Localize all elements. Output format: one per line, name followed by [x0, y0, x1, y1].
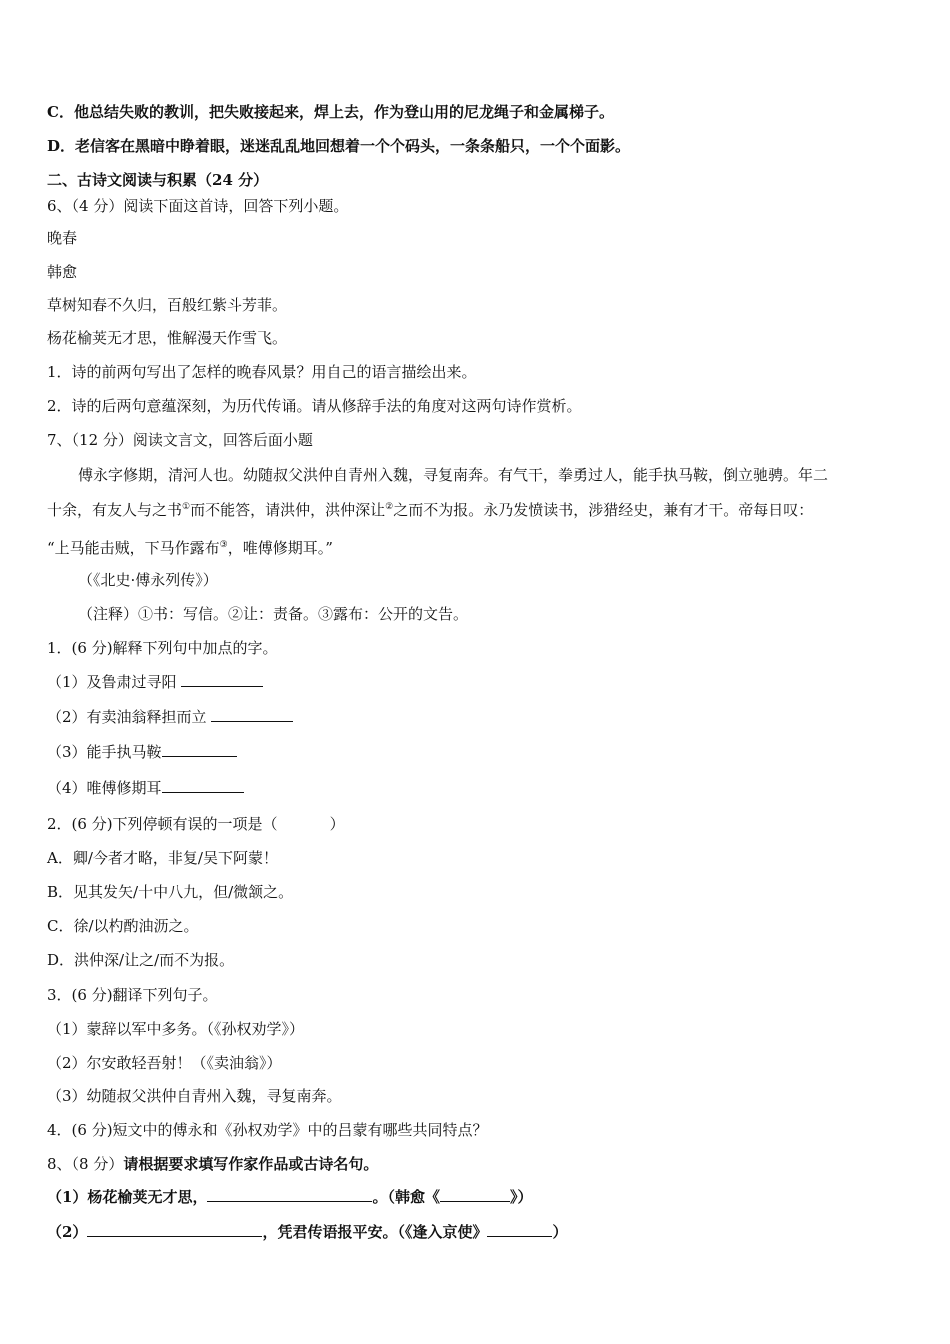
- q7-stem: 7、（12 分）阅读文言文，回答后面小题: [47, 431, 313, 449]
- answer-blank[interactable]: [162, 778, 244, 793]
- answer-blank[interactable]: [487, 1222, 552, 1237]
- passage-line: 十余，有友人与之书①而不能答，请洪仲，洪仲深让②之而不为报。永乃发愤读书，涉猎经史，兼有才干。帝每日叹：: [47, 501, 814, 519]
- poem-author: 韩愈: [47, 263, 78, 281]
- answer-blank[interactable]: [440, 1187, 510, 1202]
- answer-blank[interactable]: [207, 1187, 372, 1202]
- q7-sub1-item: （4）唯傅修期耳: [47, 778, 910, 798]
- section-heading: 二、古诗文阅读与积累（24 分）: [47, 171, 269, 189]
- footnote-mark: ③: [219, 540, 228, 550]
- option-d: D．老信客在黑暗中睁着眼，迷迷乱乱地回想着一个个码头，一条条船只，一个个面影。: [47, 137, 631, 155]
- passage-source: （《北史·傅永列传》）: [78, 571, 218, 589]
- footnote-mark: ①: [182, 502, 191, 512]
- q7-sub3-item: （3）幼随叔父洪仲自青州入魏，寻复南奔。: [47, 1087, 342, 1105]
- q8-item: （2） ，凭君传语报平安。（《逢入京使》 ）: [47, 1223, 568, 1241]
- q7-sub2-option-d: D．洪仲深/让之/而不为报。: [47, 951, 235, 969]
- q6-sub2: 2．诗的后两句意蕴深刻，为历代传诵。请从修辞手法的角度对这两句诗作赏析。: [47, 397, 582, 415]
- q7-sub3-item: （2）尔安敢轻吾射！（《卖油翁》）: [47, 1054, 282, 1072]
- footnote-mark: ②: [385, 502, 394, 512]
- q8-stem: 8、（8 分）请根据要求填写作家作品或古诗名句。: [47, 1155, 379, 1173]
- poem-title: 晚春: [47, 229, 78, 247]
- poem-line: 杨花榆荚无才思，惟解漫天作雪飞。: [47, 329, 288, 347]
- answer-blank[interactable]: [181, 672, 263, 687]
- option-c: C．他总结失败的教训，把失败接起来，焊上去，作为登山用的尼龙绳子和金属梯子。: [47, 103, 614, 121]
- q7-sub3-stem: 3．(6 分)翻译下列句子。: [47, 986, 218, 1004]
- q7-sub1-item: （3）能手执马鞍: [47, 742, 910, 762]
- q6-stem: 6、（4 分）阅读下面这首诗，回答下列小题。: [47, 197, 349, 215]
- poem-line: 草树知春不久归，百般红紫斗芳菲。: [47, 296, 288, 314]
- answer-blank[interactable]: [211, 707, 293, 722]
- q7-sub1-item: （2）有卖油翁释担而立: [47, 707, 910, 727]
- passage-line: 傅永字修期，清河人也。幼随叔父洪仲自青州入魏，寻复南奔。有气干，拳勇过人，能手执马鞍，倒立驰骋。年二: [78, 466, 829, 484]
- q7-sub2-stem: 2．(6 分)下列停顿有误的一项是（ ）: [47, 815, 345, 833]
- answer-blank[interactable]: [162, 742, 237, 757]
- passage-line: “上马能击贼，下马作露布③，唯傅修期耳。”: [47, 539, 333, 557]
- q7-sub2-option-c: C．徐/以杓酌油沥之。: [47, 917, 199, 935]
- q8-item: （1）杨花榆荚无才思， 。（韩愈《 》）: [47, 1188, 533, 1206]
- q7-sub1-item: （1）及鲁肃过寻阳: [47, 672, 910, 692]
- q7-sub1-stem: 1．(6 分)解释下列句中加点的字。: [47, 639, 278, 657]
- q7-sub2-option-b: B．见其发矢/十中八九，但/微颔之。: [47, 883, 294, 901]
- q6-sub1: 1．诗的前两句写出了怎样的晚春风景？用自己的语言描绘出来。: [47, 363, 477, 381]
- q7-sub4-stem: 4．(6 分)短文中的傅永和《孙权劝学》中的吕蒙有哪些共同特点？: [47, 1121, 488, 1139]
- q7-sub3-item: （1）蒙辞以军中多务。（《孙权劝学》）: [47, 1020, 305, 1038]
- q7-sub2-option-a: A．卿/今者才略，非复/吴下阿蒙！: [47, 849, 278, 867]
- passage-notes: （注释）①书：写信。②让：责备。③露布：公开的文告。: [78, 605, 469, 623]
- answer-blank[interactable]: [87, 1222, 262, 1237]
